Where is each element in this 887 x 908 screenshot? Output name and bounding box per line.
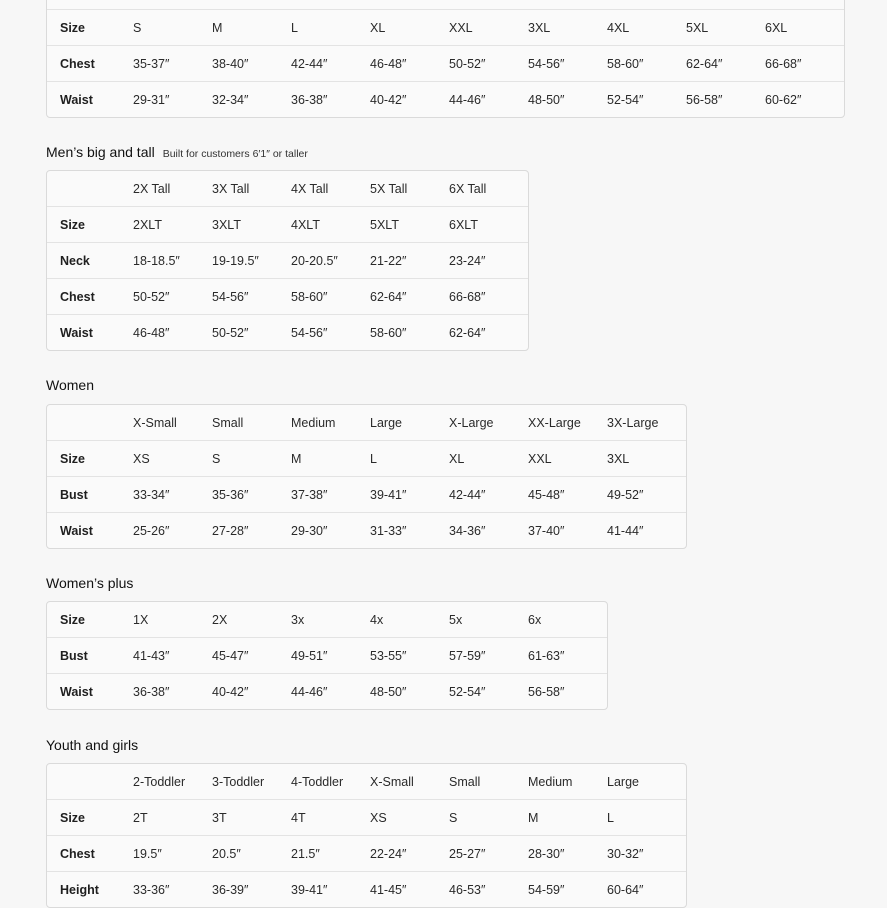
table-cell: S: [133, 10, 212, 46]
column-header: Small: [449, 764, 528, 800]
table-header-row: [47, 764, 686, 800]
table-cell: 36-39″: [212, 882, 249, 897]
table-cell: 5x: [449, 602, 528, 638]
column-header: 5X Tall: [370, 171, 449, 207]
table-cell: 4x: [370, 602, 449, 638]
row-label: Waist: [60, 523, 93, 538]
table-cell: 50-52″: [133, 279, 212, 315]
table-cell: 53-55″: [370, 638, 449, 674]
table-cell: 2T: [133, 800, 212, 836]
column-header: 4-Toddler: [291, 764, 370, 800]
table-row: [47, 279, 528, 315]
table-cell: 46-53″: [449, 882, 486, 897]
section-title-text: Men’s big and tall: [46, 144, 155, 160]
column-header: 3X-Large: [607, 405, 686, 441]
column-header: X-Large: [449, 405, 528, 441]
table-row: [47, 243, 528, 279]
column-header: XX-Large: [528, 405, 607, 441]
table-cell: 61-63″: [528, 638, 607, 674]
table-cell: 45-48″: [528, 477, 607, 513]
table-cell: 2X: [212, 602, 291, 638]
table-cell: 58-60″: [607, 46, 686, 82]
row-label: Waist: [60, 684, 93, 699]
table-row: [47, 0, 844, 10]
table-cell: 42-44″: [449, 477, 528, 513]
table-cell: 41-43″: [133, 638, 212, 674]
table-cell: 33-36″: [133, 882, 170, 897]
column-header: 6X Tall: [449, 171, 528, 207]
table-cell: 40-42″: [212, 684, 249, 699]
table-cell: S: [212, 441, 291, 477]
table-cell: 34-36″: [449, 523, 486, 538]
table-cell: 39-41″: [291, 882, 328, 897]
row-label: Neck: [47, 243, 133, 279]
column-header: X-Small: [133, 405, 212, 441]
table-cell: 36-38″: [291, 92, 328, 107]
table-cell: XL: [370, 10, 449, 46]
table-cell: 62-64″: [370, 279, 449, 315]
table-cell: 3T: [212, 800, 291, 836]
table-row: [47, 315, 528, 350]
table-cell: 4T: [291, 800, 370, 836]
table-cell: 57-59″: [449, 638, 528, 674]
table-cell: 41-45″: [370, 882, 407, 897]
table-cell: 6x: [528, 602, 607, 638]
row-label: Bust: [47, 477, 133, 513]
section-title-mens-big-tall: [46, 144, 308, 160]
table-cell: 54-56″: [528, 46, 607, 82]
youth-girls-size-table: [46, 763, 687, 908]
table-cell: XXL: [449, 10, 528, 46]
table-cell: 33-34″: [133, 477, 212, 513]
men-size-table: [46, 0, 845, 118]
table-cell: 23-24″: [449, 243, 528, 279]
table-cell: 3XL: [607, 441, 686, 477]
table-cell: 35-36″: [212, 477, 291, 513]
table-cell: 62-64″: [686, 46, 765, 82]
table-cell: XXL: [528, 441, 607, 477]
table-cell: 6XLT: [449, 207, 528, 243]
table-cell: 56-58″: [686, 92, 723, 107]
table-row: [47, 800, 686, 836]
column-header: Large: [370, 405, 449, 441]
section-title-youth-girls: Youth and girls: [46, 737, 139, 753]
section-title-womens-plus: Women’s plus: [46, 575, 134, 591]
table-cell: 3XLT: [212, 207, 291, 243]
column-header: Large: [607, 764, 686, 800]
table-cell: 30-32″: [607, 836, 686, 872]
table-cell: 46-48″: [370, 46, 449, 82]
table-cell: 66-68″: [449, 279, 528, 315]
table-cell: 6XL: [765, 10, 844, 46]
table-cell: 29-31″: [133, 92, 170, 107]
column-header: 2X Tall: [133, 171, 212, 207]
table-cell: 44-46″: [449, 92, 486, 107]
mens-big-tall-size-table: [46, 170, 529, 351]
row-label: Chest: [47, 279, 133, 315]
table-cell: M: [212, 10, 291, 46]
table-cell: 36-38″: [133, 684, 170, 699]
table-cell: 35-37″: [133, 46, 212, 82]
table-cell: 32-34″: [212, 92, 249, 107]
table-cell: 1X: [133, 602, 212, 638]
table-cell: 56-58″: [528, 684, 565, 699]
table-cell: 41-44″: [607, 523, 644, 538]
table-cell: 50-52″: [449, 46, 528, 82]
row-label: Size: [47, 602, 133, 638]
table-cell: XS: [370, 800, 449, 836]
column-header: X-Small: [370, 764, 449, 800]
table-cell: 2XLT: [133, 207, 212, 243]
row-label: Waist: [60, 92, 93, 107]
table-cell: 20-20.5″: [291, 243, 370, 279]
row-label: Size: [47, 207, 133, 243]
row-label: Chest: [47, 46, 133, 82]
table-cell: 45-47″: [212, 638, 291, 674]
women-size-table: [46, 404, 687, 549]
table-cell: 49-51″: [291, 638, 370, 674]
table-cell: 4XLT: [291, 207, 370, 243]
table-cell: 44-46″: [291, 684, 328, 699]
table-cell: 19.5″: [133, 836, 212, 872]
table-cell: M: [528, 800, 607, 836]
section-title-women: Women: [46, 377, 94, 393]
column-header: 3X Tall: [212, 171, 291, 207]
table-cell: 21.5″: [291, 836, 370, 872]
table-row: [47, 207, 528, 243]
column-header: 4X Tall: [291, 171, 370, 207]
column-header: 2-Toddler: [133, 764, 212, 800]
table-cell: 28-30″: [528, 836, 607, 872]
table-cell: 3x: [291, 602, 370, 638]
table-cell: L: [370, 441, 449, 477]
row-label: Size: [47, 800, 133, 836]
table-cell: S: [449, 800, 528, 836]
table-cell: 21-22″: [370, 243, 449, 279]
table-cell: 58-60″: [370, 325, 407, 340]
row-label: Size: [47, 441, 133, 477]
table-cell: 54-56″: [291, 325, 328, 340]
table-cell: 60-62″: [765, 92, 802, 107]
table-cell: 25-26″: [133, 523, 170, 538]
table-cell: 20.5″: [212, 836, 291, 872]
row-label: Waist: [60, 325, 93, 340]
column-header: Medium: [291, 405, 370, 441]
table-cell: 62-64″: [449, 325, 486, 340]
table-cell: 48-50″: [370, 684, 407, 699]
table-cell: 52-54″: [449, 684, 486, 699]
row-label: Chest: [47, 836, 133, 872]
table-cell: 50-52″: [212, 325, 249, 340]
table-cell: 19-19.5″: [212, 243, 291, 279]
table-cell: 4XL: [607, 10, 686, 46]
table-cell: 37-40″: [528, 523, 565, 538]
table-header-row: [47, 405, 686, 441]
table-cell: 48-50″: [528, 92, 565, 107]
column-header: Small: [212, 405, 291, 441]
table-cell: 5XL: [686, 10, 765, 46]
table-cell: 18-18.5″: [133, 243, 212, 279]
table-cell: XS: [133, 441, 212, 477]
table-row: [47, 82, 844, 117]
table-cell: 66-68″: [765, 46, 844, 82]
table-cell: 31-33″: [370, 523, 407, 538]
table-cell: 22-24″: [370, 836, 449, 872]
table-cell: 46-48″: [133, 325, 170, 340]
table-cell: 39-41″: [370, 477, 449, 513]
table-cell: M: [291, 441, 370, 477]
table-cell: 27-28″: [212, 523, 249, 538]
table-cell: XL: [449, 441, 528, 477]
table-cell: 37-38″: [291, 477, 370, 513]
table-row: [47, 872, 686, 907]
table-row: [47, 638, 607, 674]
table-cell: 60-64″: [607, 882, 644, 897]
table-header-row: [47, 171, 528, 207]
table-cell: 38-40″: [212, 46, 291, 82]
table-row: [47, 10, 844, 46]
row-label: Size: [47, 10, 133, 46]
row-label: Height: [60, 882, 99, 897]
table-row: [47, 513, 686, 548]
section-subtitle: Built for customers 6′1″ or taller: [162, 148, 308, 160]
table-cell: L: [291, 10, 370, 46]
table-cell: 54-56″: [212, 279, 291, 315]
table-row: [47, 674, 607, 709]
table-row: [47, 836, 686, 872]
column-header: 3-Toddler: [212, 764, 291, 800]
table-cell: 40-42″: [370, 92, 407, 107]
table-cell: L: [607, 800, 686, 836]
row-label: Bust: [47, 638, 133, 674]
table-cell: 5XLT: [370, 207, 449, 243]
table-cell: 3XL: [528, 10, 607, 46]
table-row: [47, 46, 844, 82]
table-row: [47, 477, 686, 513]
table-row: [47, 602, 607, 638]
table-cell: 54-59″: [528, 882, 565, 897]
column-header: Medium: [528, 764, 607, 800]
table-cell: 49-52″: [607, 477, 686, 513]
womens-plus-size-table: [46, 601, 608, 710]
table-cell: 42-44″: [291, 46, 370, 82]
table-row: [47, 441, 686, 477]
table-cell: 52-54″: [607, 92, 644, 107]
table-cell: 25-27″: [449, 836, 528, 872]
table-cell: 58-60″: [291, 279, 370, 315]
table-cell: 29-30″: [291, 523, 328, 538]
